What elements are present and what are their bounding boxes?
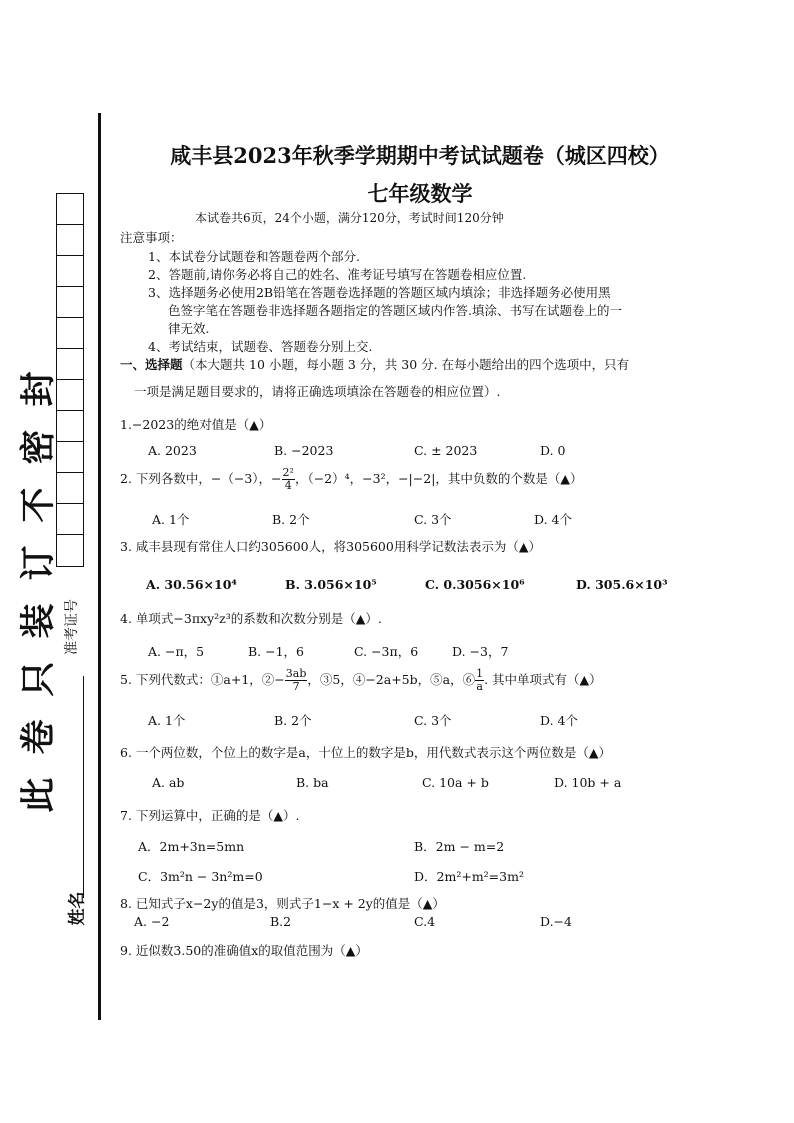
q1-option-a[interactable]: A. 2023 [148,443,197,458]
q7-option-c[interactable]: C．3m²n − 3n²m=0 [138,869,263,884]
note-item: 2、答题前,请你务必将自己的姓名、准考证号填写在答题卷相应位置. [148,267,527,282]
exam-title: 咸丰县2023年秋季学期期中考试试题卷（城区四校） [170,143,670,168]
question-4: 4. 单项式−3πxy²z³的系数和次数分别是（▲）. [120,611,382,626]
q2-option-a[interactable]: A. 1个 [152,512,190,527]
q3-option-b[interactable]: B. 3.056×10⁵ [285,577,377,592]
name-label: 姓名 [67,891,88,926]
q2-option-d[interactable]: D. 4个 [534,512,572,527]
note-item: 4、考试结束，试题卷、答题卷分别上交. [148,339,373,354]
q3-option-c[interactable]: C. 0.3056×10⁶ [425,577,525,592]
name-line [83,676,84,898]
q6-option-d[interactable]: D. 10b + a [554,775,622,790]
note-item: 律无效. [168,321,210,336]
q2-option-c[interactable]: C. 3个 [414,512,452,527]
q4-option-a[interactable]: A. −π，5 [148,644,205,659]
note-item: 1、本试卷分试题卷和答题卷两个部分. [148,249,360,264]
q1-option-b[interactable]: B. −2023 [274,443,334,458]
q8-option-d[interactable]: D.−4 [540,914,572,929]
exam-info: 本试卷共6页，24个小题，满分120分，考试时间120分钟 [195,211,504,225]
seal-char: 密 [19,429,59,465]
seal-char: 装 [19,603,59,639]
question-1: 1.−2023的绝对值是（▲） [120,417,272,432]
q7-option-b[interactable]: B．2m − m=2 [414,839,505,854]
question-5: 5. 下列代数式：①a+1，②− $\frac{3ab}{7}$ ，③5，④−2a+5b，⑤a，⑥ $\frac{1}{a}$ . 其中单项式有（▲） [120,667,602,693]
q3-option-d[interactable]: D. 305.6×10³ [576,577,668,592]
q2-option-b[interactable]: B. 2个 [272,512,310,527]
q6-option-c[interactable]: C. 10a + b [422,775,489,790]
seal-char: 订 [19,545,59,581]
q1-option-d[interactable]: D. 0 [540,443,566,458]
q8-option-b[interactable]: B.2 [270,914,292,929]
question-7: 7. 下列运算中，正确的是（▲）. [120,808,300,823]
section-heading: 一、选择题（本大题共 10 小题，每小题 3 分，共 30 分. 在每小题给出的四个选项中，只有 [120,357,630,372]
q5-option-c[interactable]: C. 3个 [414,713,452,728]
question-8: 8. 已知式子x−2y的值是3，则式子1−x + 2y的值是（▲） [120,896,445,911]
question-3: 3. 咸丰县现有常住人口约305600人，将305600用科学记数法表示为（▲） [120,539,541,554]
note-item: 色签字笔在答题卷非选择题各题指定的答题区域内作答.填涂、书写在试题卷上的一 [168,303,622,318]
q7-option-a[interactable]: A．2m+3n=5mn [138,839,245,854]
seal-char: 卷 [19,719,59,755]
seal-char: 此 [19,777,59,813]
q3-option-a[interactable]: A. 30.56×10⁴ [146,577,237,592]
exam-subject: 七年级数学 [367,181,473,206]
q8-option-a[interactable]: A. −2 [134,914,170,929]
q5-option-d[interactable]: D. 4个 [540,713,578,728]
seal-char: 封 [19,371,59,407]
question-6: 6. 一个两位数，个位上的数字是a，十位上的数字是b，用代数式表示这个两位数是（▲） [120,745,611,760]
q4-option-d[interactable]: D. −3，7 [452,644,509,659]
notes-heading: 注意事项： [120,230,183,245]
note-item: 3、选择题务必使用2B铅笔在答题卷选择题的答题区域内填涂；非选择题务必使用黑 [148,285,611,300]
exam-id-label: 准考证号 [64,599,80,655]
seal-char: 不 [19,487,59,523]
q4-option-b[interactable]: B. −1，6 [248,644,305,659]
q6-option-b[interactable]: B. ba [296,775,329,790]
q6-option-a[interactable]: A. ab [152,775,185,790]
question-9: 9. 近似数3.50的准确值x的取值范围为（▲） [120,943,368,958]
binding-line [98,113,101,1020]
section-heading-line2: 一项是满足题目要求的，请将正确选项填涂在答题卷的相应位置）. [134,384,501,399]
q4-option-c[interactable]: C. −3π，6 [354,644,419,659]
q1-option-c[interactable]: C. ± 2023 [414,443,478,458]
seal-char: 只 [19,661,59,697]
q8-option-c[interactable]: C.4 [414,914,436,929]
q7-option-d[interactable]: D．2m²+m²=3m² [414,869,524,884]
question-2: 2. 下列各数中，−（−3），− $\frac{\text{2²}}{4}$ ，（−2）⁴，−3²，−|−2|，其中负数的个数是（▲） [120,466,583,492]
exam-id-grid[interactable] [56,193,84,567]
q5-option-a[interactable]: A. 1个 [148,713,186,728]
q5-option-b[interactable]: B. 2个 [274,713,312,728]
